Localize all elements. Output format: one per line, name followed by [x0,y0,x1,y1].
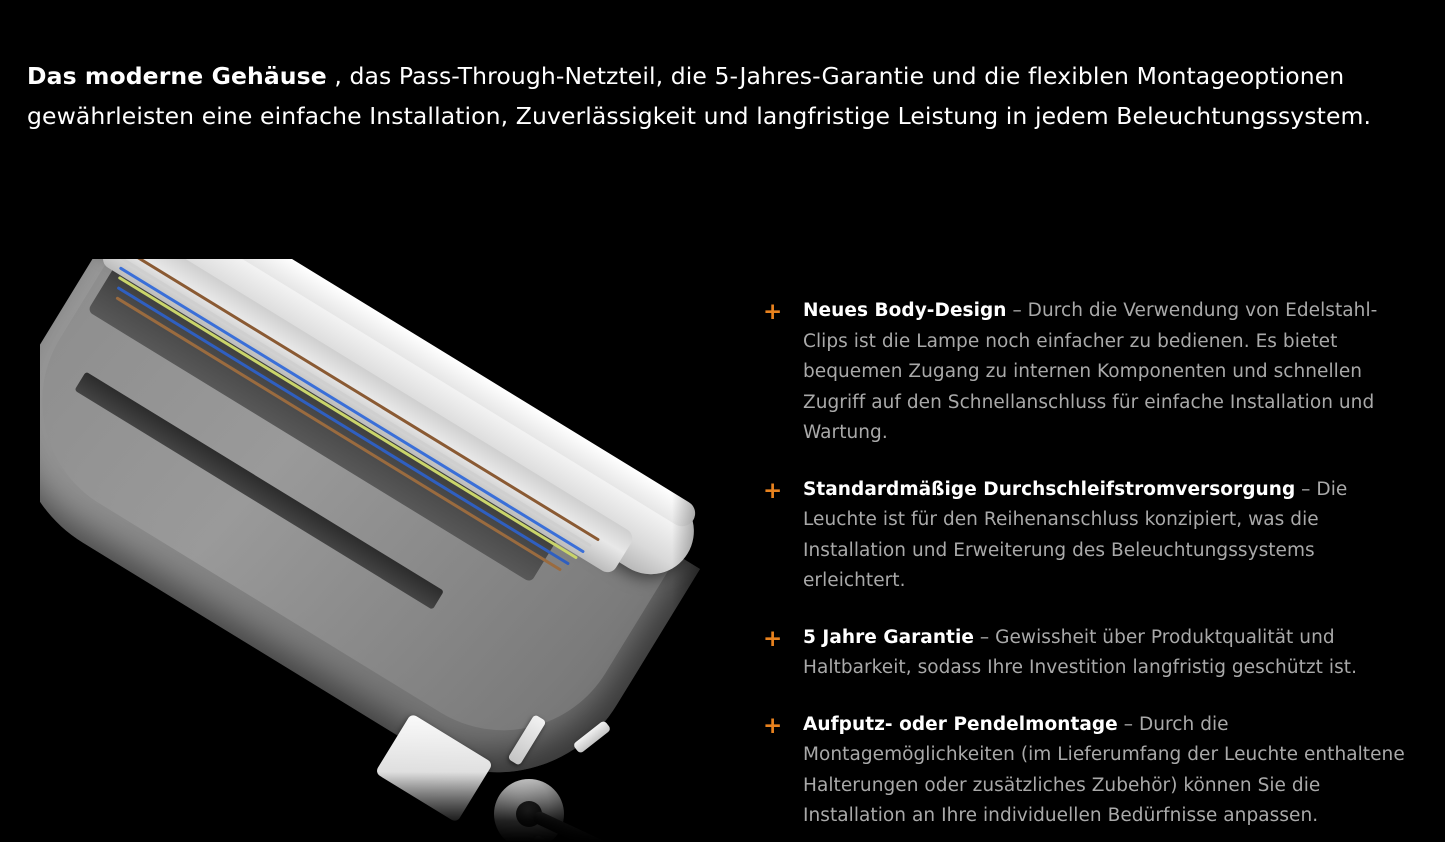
plus-icon: + [763,477,783,504]
plus-icon: + [763,625,783,652]
feature-title: Aufputz- oder Pendelmontage [803,713,1118,735]
feature-body: – Die Leuchte ist für den Reihenanschluss konzipiert, was die Installation und Erweiterung des Beleuchtungssystems erleichtert. [803,478,1348,591]
feature-item-mounting [758,710,1413,832]
feature-body: – Durch die Verwendung von Edelstahl-Clips ist die Lampe noch einfacher zu bedienen. Es bietet bequemen Zugang zu internen Komponenten und schnellen Zugriff auf den Schnellanschluss für einfache Installation und Wartung. [803,300,1378,443]
feature-text [803,475,1413,597]
feature-item-body-design [758,296,1413,449]
intro-lead: Das moderne Gehäuse [27,61,327,90]
feature-body: – Gewissheit über Produktqualität und Haltbarkeit, sodass Ihre Investition langfristig geschützt ist. [803,626,1358,678]
feature-item-pass-through [758,475,1413,597]
intro-paragraph [27,56,1407,136]
feature-item-warranty [758,623,1413,684]
plus-icon: + [763,299,783,325]
feature-title: Neues Body-Design [803,300,1007,321]
feature-text [803,710,1413,832]
intro-rest: , das Pass-Through-Netzteil, die 5-Jahres-Garantie und die flexiblen Montageoptionen gewährleisten eine einfache Installation, Zuverlässigkeit und langfristige Leistung in jedem Beleuchtungssystem. [27,61,1372,130]
led-batten-luminaire-icon [40,259,752,842]
feature-text [803,623,1413,684]
image-bottom-fade [40,772,752,842]
product-image [40,259,752,842]
plus-icon: + [763,712,783,739]
feature-text [803,296,1413,449]
feature-title: 5 Jahre Garantie [803,626,974,648]
feature-title: Standardmäßige Durchschleifstromversorgung [803,478,1296,500]
feature-list [758,296,1413,832]
image-right-fade [672,259,752,842]
feature-body: – Durch die Montagemöglichkeiten (im Lieferumfang der Leuchte enthaltene Halterungen oder zusätzliches Zubehör) können Sie die Installation an Ihre individuellen Bedürfnisse anpassen. [803,713,1405,826]
